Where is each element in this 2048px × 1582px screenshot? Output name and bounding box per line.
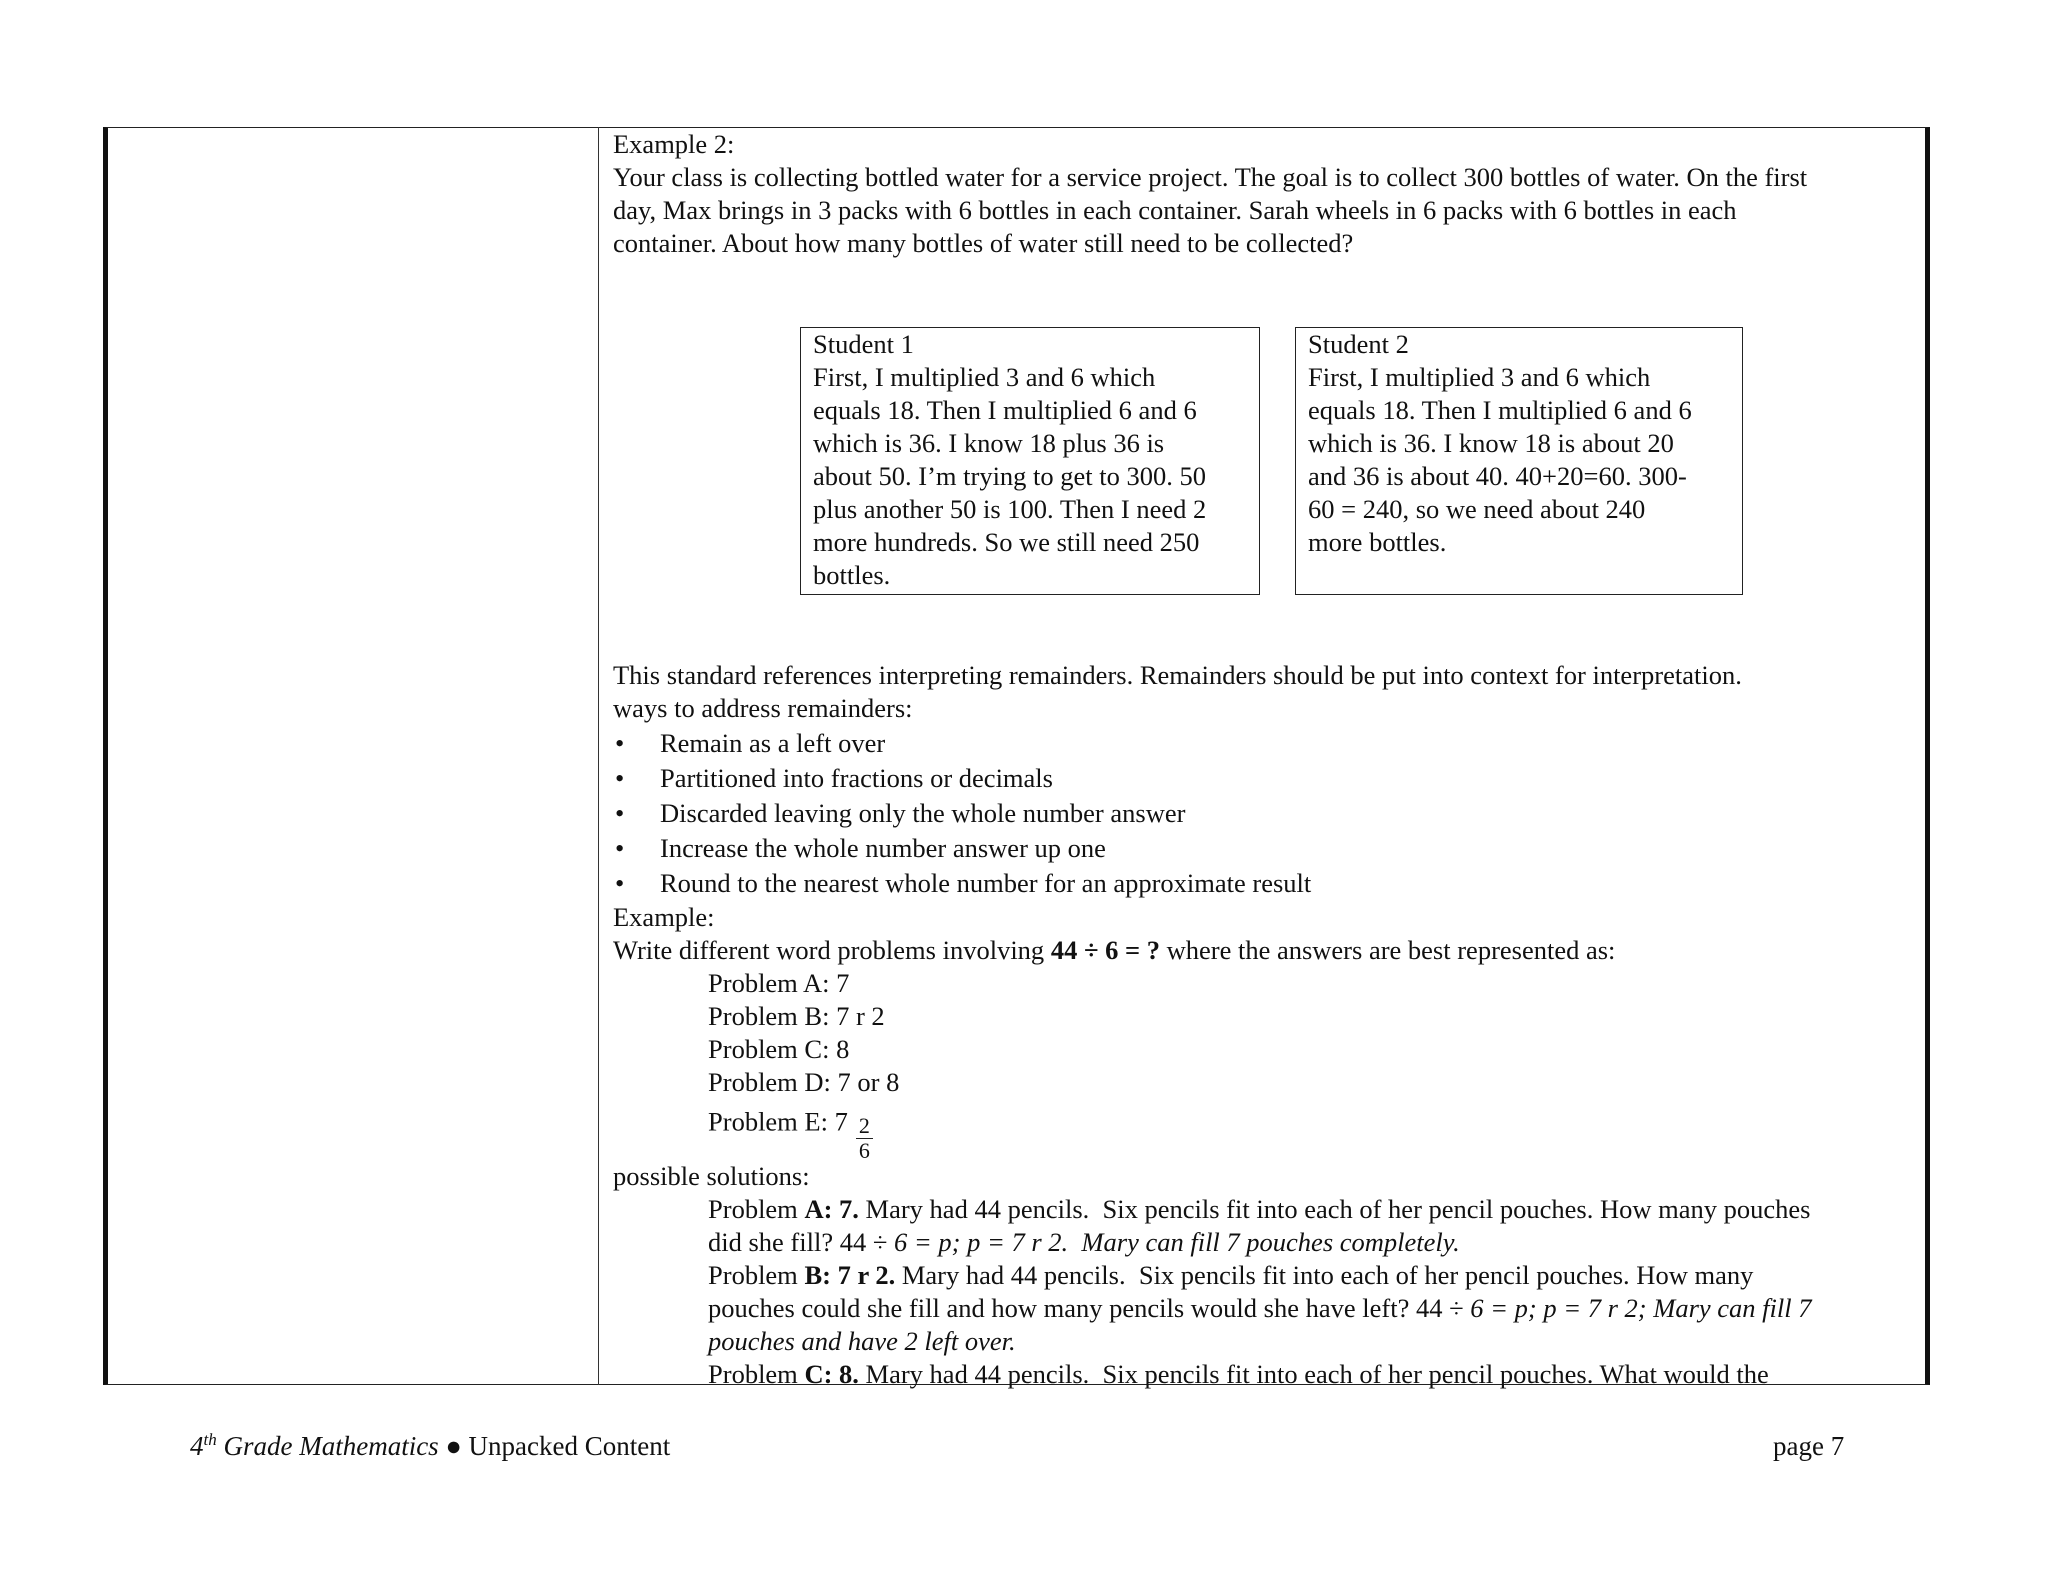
solution-c-answer: C: 8. xyxy=(804,1359,859,1389)
problem-c: Problem C: 8 xyxy=(708,1034,850,1064)
student1-line: plus another 50 is 100. Then I need 2 xyxy=(813,494,1207,524)
solution-b-label: Problem xyxy=(708,1260,805,1290)
remainders-ways: ways to address remainders: xyxy=(613,693,913,723)
solution-a-equation-start: did she fill? 44 ÷ xyxy=(708,1227,895,1257)
list-item: • Remain as a left over xyxy=(660,726,1311,761)
footer-subject: Grade Mathematics xyxy=(216,1431,446,1461)
example2-problem-line3: container. About how many bottles of water still need to be collected? xyxy=(613,228,1354,258)
solution-a-answer: A: 7. xyxy=(804,1194,859,1224)
student2-line: equals 18. Then I multiplied 6 and 6 xyxy=(1308,395,1692,425)
solution-c-text: Mary had 44 pencils. Six pencils fit into each of her pencil pouches. What would the xyxy=(858,1359,1769,1389)
list-item: • Discarded leaving only the whole number answer xyxy=(660,796,1311,831)
example-prompt-post: where the answers are best represented as: xyxy=(1159,935,1616,965)
footer-title xyxy=(190,1430,670,1463)
page-number: page 7 xyxy=(1773,1431,1845,1461)
student2-line: which is 36. I know 18 is about 20 xyxy=(1308,428,1674,458)
student2-title: Student 2 xyxy=(1308,329,1409,359)
solution-b-conclusion: pouches and have 2 left over. xyxy=(708,1326,1016,1356)
remainders-bullet-list xyxy=(660,726,1311,901)
solution-c-label: Problem xyxy=(708,1359,805,1389)
example-prompt-equation: 44 ÷ 6 = ? xyxy=(1050,935,1160,965)
example-prompt-pre: Write different word problems involving xyxy=(613,935,1051,965)
footer-grade: 4 xyxy=(190,1431,204,1461)
fraction-denominator: 6 xyxy=(858,1138,870,1163)
example-prompt xyxy=(613,934,1615,967)
list-item: • Increase the whole number answer up one xyxy=(660,831,1311,866)
solution-a-text: Mary had 44 pencils. Six pencils fit into each of her pencil pouches. How many pouches xyxy=(858,1194,1811,1224)
student1-line: equals 18. Then I multiplied 6 and 6 xyxy=(813,395,1197,425)
student2-line: 60 = 240, so we need about 240 xyxy=(1308,494,1646,524)
problem-e-label: Problem E: 7 xyxy=(708,1106,848,1137)
problem-e xyxy=(708,1100,873,1163)
footer-grade-suffix: th xyxy=(203,1430,217,1449)
student1-line: about 50. I’m trying to get to 300. 50 xyxy=(813,461,1207,491)
solution-b-answer: B: 7 r 2. xyxy=(804,1260,896,1290)
footer-doc-name: Unpacked Content xyxy=(461,1431,671,1461)
student2-line: First, I multiplied 3 and 6 which xyxy=(1308,362,1651,392)
solution-b-question: pouches could she fill and how many pencils would she have left? 44 ÷ xyxy=(708,1293,1471,1323)
solution-a-line2 xyxy=(708,1226,1460,1259)
solution-b-text: Mary had 44 pencils. Six pencils fit into each of her pencil pouches. How many xyxy=(895,1260,1754,1290)
footer-bullet-icon: ● xyxy=(445,1431,462,1461)
solutions-heading: possible solutions: xyxy=(613,1161,810,1191)
student1-line: more hundreds. So we still need 250 xyxy=(813,527,1200,557)
solution-c-line1 xyxy=(708,1358,1769,1391)
solution-a-line1 xyxy=(708,1193,1810,1226)
problem-b: Problem B: 7 r 2 xyxy=(708,1001,885,1031)
example-heading: Example: xyxy=(613,902,715,932)
solution-b-line1 xyxy=(708,1259,1753,1292)
fraction-numerator: 2 xyxy=(856,1114,873,1139)
student2-box xyxy=(1295,327,1743,595)
student2-line: more bottles. xyxy=(1308,527,1447,557)
solution-a-label: Problem xyxy=(708,1194,805,1224)
student2-line: and 36 is about 40. 40+20=60. 300- xyxy=(1308,461,1687,491)
problem-d: Problem D: 7 or 8 xyxy=(708,1067,900,1097)
student1-title: Student 1 xyxy=(813,329,914,359)
remainders-intro: This standard references interpreting remainders. Remainders should be put into context for interpretation. xyxy=(613,660,1742,690)
column-divider xyxy=(598,127,599,1385)
solution-a-equation: 6 = p; p = 7 r 2. Mary can fill 7 pouches completely. xyxy=(894,1227,1460,1257)
student1-line: First, I multiplied 3 and 6 which xyxy=(813,362,1156,392)
student1-line: which is 36. I know 18 plus 36 is xyxy=(813,428,1165,458)
list-item: • Round to the nearest whole number for an approximate result xyxy=(660,866,1311,901)
student1-box xyxy=(800,327,1260,595)
problem-e-fraction xyxy=(856,1114,873,1163)
example2-problem-line2: day, Max brings in 3 packs with 6 bottles in each container. Sarah wheels in 6 packs with 6 bottles in each xyxy=(613,195,1737,225)
problem-a: Problem A: 7 xyxy=(708,968,850,998)
solution-b-line3 xyxy=(708,1325,1016,1358)
example2-problem-line1: Your class is collecting bottled water for a service project. The goal is to collect 300 bottles of water. On the first xyxy=(613,162,1808,192)
example2-heading: Example 2: xyxy=(613,129,735,159)
student1-line: bottles. xyxy=(813,560,891,590)
solution-b-line2 xyxy=(708,1292,1811,1325)
list-item: • Partitioned into fractions or decimals xyxy=(660,761,1311,796)
solution-b-equation: 6 = p; p = 7 r 2; Mary can fill 7 xyxy=(1470,1293,1812,1323)
